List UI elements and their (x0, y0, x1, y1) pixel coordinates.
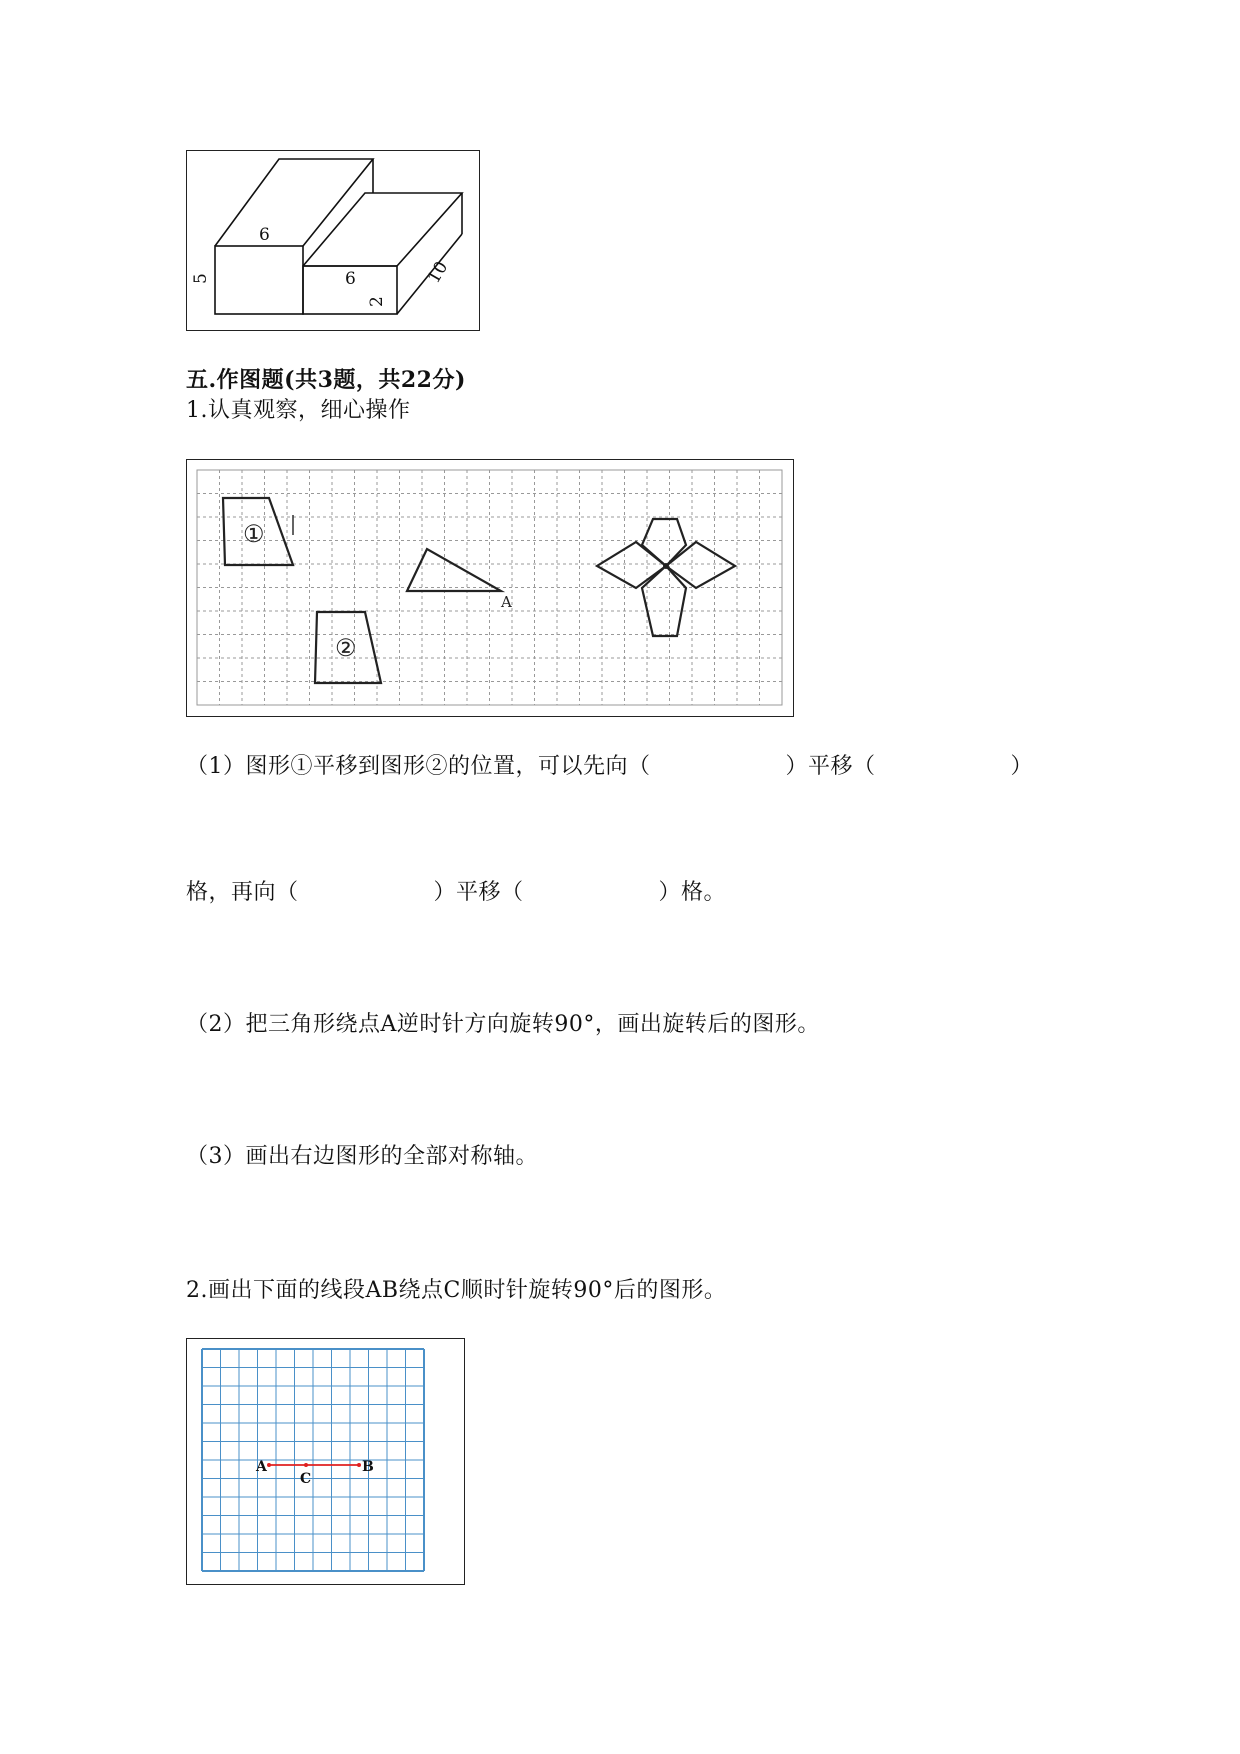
point-c-label: C (300, 1471, 312, 1487)
q1-part1-line1: （1）图形①平移到图形②的位置，可以先向（ ）平移（ ） (186, 754, 1033, 779)
q1-grid-box (186, 459, 794, 717)
point-b-label: B (362, 1459, 374, 1475)
q1-part2: （2）把三角形绕点A逆时针方向旋转90°，画出旋转后的图形。 (186, 1012, 820, 1037)
q2-title: 2.画出下面的线段AB绕点C顺时针旋转90°后的图形。 (186, 1278, 727, 1303)
shape1-label: ① (243, 520, 265, 548)
q1-part3: （3）画出右边图形的全部对称轴。 (186, 1144, 538, 1169)
shape2-label: ② (335, 634, 357, 662)
q1-dotted-grid (187, 460, 792, 715)
point-a-label: A (501, 593, 512, 611)
q1-title: 1.认真观察，细心操作 (186, 398, 411, 423)
solid-figure-box (186, 150, 480, 331)
label-step-length: 6 (345, 269, 356, 289)
section-heading: 五.作图题(共3题，共22分) (186, 367, 466, 393)
point-a-label: A (256, 1459, 267, 1475)
label-step-height: 2 (367, 296, 387, 307)
label-depth: 10 (424, 258, 453, 287)
q1-part1-line2: 格，再向（ ）平移（ ）格。 (186, 880, 727, 905)
q2-square-grid (187, 1339, 463, 1583)
q2-grid-box (186, 1338, 465, 1585)
label-height: 5 (191, 273, 211, 284)
step-solid-diagram (187, 151, 478, 329)
label-top-length: 6 (259, 225, 270, 245)
